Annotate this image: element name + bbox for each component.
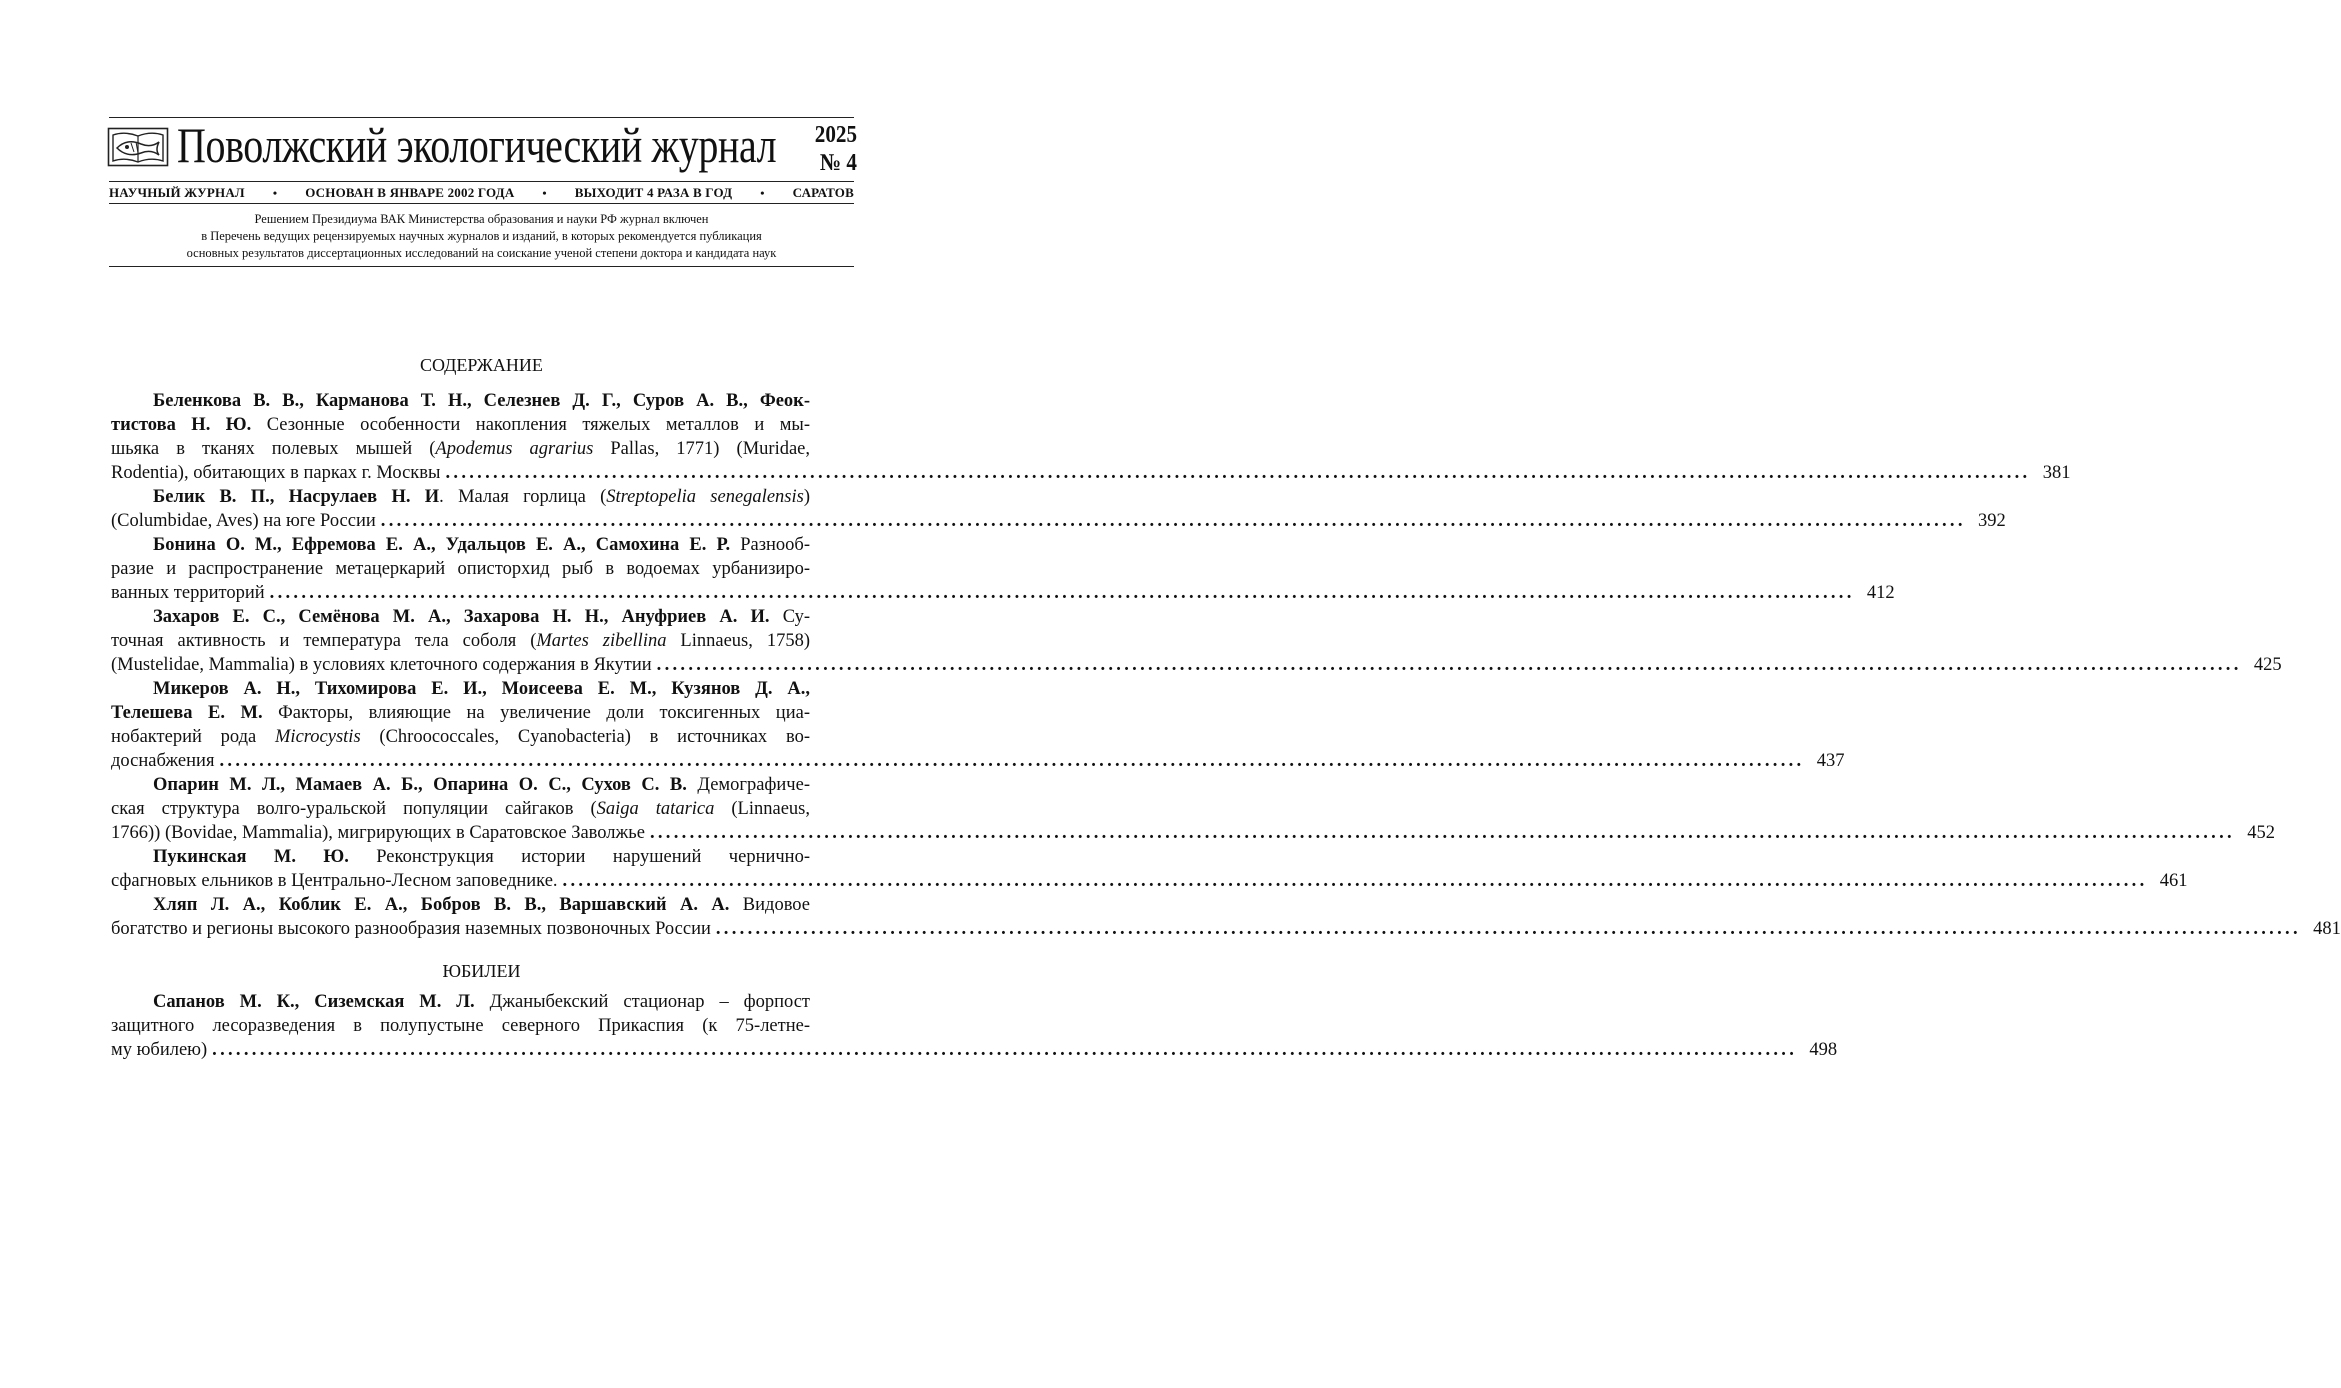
toc-entry-line [111,653,2282,677]
toc-entry-line: разие и распространение метацеркарий описторхид рыб в водоемах урбанизиро- [111,559,810,579]
toc-entry[interactable] [111,533,1895,605]
journal-logo-icon [107,127,169,167]
toc-page-number: 437 [1816,751,1845,771]
issue-year: 2025 [814,122,857,148]
vak-notice [109,211,854,262]
toc-leader-dots: ........................................................................................................................................................................................................ [562,871,2148,891]
toc-entry-line: ская структура волго-уральской популяции сайгаков (Saiga tatarica (Linnaeus, [111,799,810,819]
tagline-separator: • [760,185,765,200]
toc-page-number: 498 [1809,1040,1838,1060]
toc-leader-dots: ........................................................................................................................................................................................................ [649,823,2235,843]
toc-entry-line [111,917,2341,941]
toc-entry-text: доснабжения [111,751,215,771]
toc-entry-text: му юбилею) [111,1040,208,1060]
issue-number: № 4 [819,150,857,176]
tagline-separator: • [272,185,278,200]
toc-entry-line: точная активность и температура тела соболя (Martes zibellina Linnaeus, 1758) [111,631,810,651]
toc-leader-dots: ........................................................................................................................................................................................................ [715,919,2301,939]
toc-leader-dots: ........................................................................................................................................................................................................ [212,1040,1798,1060]
jubilee-heading: ЮБИЛЕИ [442,961,521,981]
tagline-item: ВЫХОДИТ 4 РАЗА В ГОД [574,185,733,200]
toc-entry-line: Сапанов М. К., Сиземская М. Л. Джаныбекский стационар – форпост [153,992,811,1012]
toc-page-number: 392 [1978,511,2006,531]
toc-entry-line: Белик В. П., Насрулаев Н. И. Малая горлица (Streptopelia senegalensis) [153,487,810,507]
vak-line: Решением Президиума ВАК Министерства образования и науки РФ журнал включен [254,212,709,226]
toc-entry-text: Rodentia), обитающих в парках г. Москвы [111,463,441,483]
toc-entry[interactable] [111,845,2188,893]
toc-entry-text: богатство и регионы высокого разнообразия наземных позвоночных России [111,919,711,939]
contents-heading: СОДЕРЖАНИЕ [420,355,543,375]
toc-page-number: 425 [2253,655,2282,675]
toc-leader-dots: ........................................................................................................................................................................................................ [656,655,2242,675]
toc-page-number: 452 [2247,823,2275,843]
masthead [107,117,857,181]
toc-entry-text: ванных территорий [111,583,265,603]
toc-entry-line [111,461,2071,485]
toc-entry[interactable] [111,773,2275,845]
tagline-item: САРАТОВ [792,185,854,200]
masthead-rule [109,181,854,182]
tagline [109,183,854,203]
toc-entry-line: Бонина О. М., Ефремова Е. А., Удальцов Е. А., Самохина Е. Р. Разнооб- [153,535,810,555]
toc-entry-text: (Mustelidae, Mammalia) в условиях клеточного содержания в Якутии [111,655,652,675]
toc-entry[interactable] [111,990,1838,1062]
toc-entry[interactable] [111,677,1845,773]
toc-entry-line: тистова Н. Ю. Сезонные особенности накопления тяжелых металлов и мы- [111,415,810,435]
toc-entry[interactable] [111,485,2006,533]
toc-entry-text: (Columbidae, Aves) на юге России [111,511,376,531]
tagline-item: ОСНОВАН В ЯНВАРЕ 2002 ГОДА [305,185,515,200]
toc-entry-line: Пукинская М. Ю. Реконструкция истории нарушений чернично- [153,847,810,867]
toc-entry-line: Беленкова В. В., Карманова Т. Н., Селезнев Д. Г., Суров А. В., Феок- [153,391,810,411]
journal-title: Поволжский экологический журнал [177,117,777,173]
toc-entry[interactable] [111,389,2071,485]
tagline-separator: • [542,185,547,200]
toc-entry-line: нобактерий рода Microcystis (Chroococcales, Cyanobacteria) в источниках во- [111,727,810,747]
toc-entry-text: сфагновых ельников в Центрально-Лесном заповеднике. [111,871,558,891]
toc-page-number: 412 [1866,583,1895,603]
toc-entry-line [111,821,2275,845]
tagline-item: НАУЧНЫЙ ЖУРНАЛ [109,185,245,200]
toc-entry[interactable] [111,893,2341,941]
toc-entry-line: защитного лесоразведения в полупустыне северного Прикаспия (к 75-летне- [111,1016,810,1036]
toc-entry-line: Телешева Е. М. Факторы, влияющие на увеличение доли токсигенных циа- [111,703,810,723]
toc-entry-text: 1766)) (Bovidae, Mammalia), мигрирующих в Саратовское Заволжье [111,823,645,843]
tagline-rule [109,203,854,204]
toc-page-number: 461 [2159,871,2188,891]
toc-entry-line [111,749,1845,773]
toc-entry-line: Хляп Л. А., Коблик Е. А., Бобров В. В., Варшавский А. А. Видовое [153,895,810,915]
toc-page-number: 381 [2042,463,2071,483]
toc-entry-line: Опарин М. Л., Мамаев А. Б., Опарина О. С., Сухов С. В. Демографиче- [153,775,810,795]
toc-leader-dots: ........................................................................................................................................................................................................ [219,751,1805,771]
toc-leader-dots: ........................................................................................................................................................................................................ [380,511,1966,531]
toc-entry-line: Микеров А. Н., Тихомирова Е. И., Моисеева Е. М., Кузянов Д. А., [153,679,810,699]
vak-line: в Перечень ведущих рецензируемых научных журналов и изданий, в которых рекомендуется публикация [201,229,762,243]
toc-entry[interactable] [111,605,2282,677]
toc-entry-line: Захаров Е. С., Семёнова М. А., Захарова Н. Н., Ануфриев А. И. Су- [153,607,810,627]
issue-block [815,121,857,177]
toc-entry-line [111,581,1895,605]
toc-leader-dots: ........................................................................................................................................................................................................ [445,463,2031,483]
toc-entry-line: шьяка в тканях полевых мышей (Apodemus agrarius Pallas, 1771) (Muridae, [111,439,811,459]
toc-entry-line [111,509,2006,533]
toc-entry-line [111,869,2188,893]
toc-page-number: 481 [2313,919,2341,939]
vak-line: основных результатов диссертационных исследований на соискание ученой степени доктора и кандидата наук [186,246,777,260]
toc-leader-dots: ........................................................................................................................................................................................................ [269,583,1855,603]
header-bottom-rule [109,266,854,267]
toc-entry-line [111,1038,1838,1062]
